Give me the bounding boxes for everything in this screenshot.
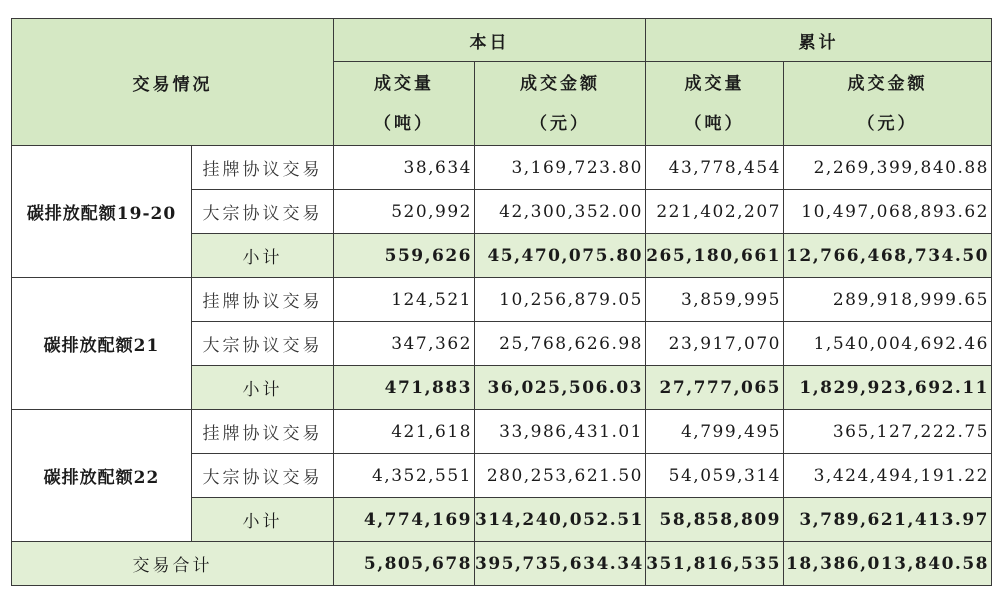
today-volume: 421,618 <box>334 410 475 454</box>
subtotal-cum-volume: 265,180,661 <box>646 234 784 278</box>
cum-volume: 3,859,995 <box>646 278 784 322</box>
total-cum-volume: 351,816,535 <box>646 542 784 586</box>
cum-volume: 23,917,070 <box>646 322 784 366</box>
header-cum-volume <box>646 62 784 146</box>
trade-type: 挂牌协议交易 <box>192 278 334 322</box>
today-volume: 347,362 <box>334 322 475 366</box>
header-volume-label: 成交量 <box>374 73 434 94</box>
subtotal-label: 小计 <box>192 366 334 410</box>
subtotal-today-volume: 4,774,169 <box>334 498 475 542</box>
cum-volume: 54,059,314 <box>646 454 784 498</box>
today-amount: 42,300,352.00 <box>475 190 646 234</box>
cum-amount: 3,424,494,191.22 <box>784 454 992 498</box>
cum-amount: 289,918,999.65 <box>784 278 992 322</box>
trade-type: 大宗协议交易 <box>192 454 334 498</box>
cum-volume: 221,402,207 <box>646 190 784 234</box>
subtotal-cum-volume: 27,777,065 <box>646 366 784 410</box>
today-amount: 33,986,431.01 <box>475 410 646 454</box>
header-volume-label: 成交量 <box>684 73 745 94</box>
subtotal-cum-volume: 58,858,809 <box>646 498 784 542</box>
header-volume-unit: （吨） <box>374 113 434 134</box>
today-volume: 38,634 <box>334 146 475 190</box>
table-row <box>12 278 992 322</box>
cum-amount: 2,269,399,840.88 <box>784 146 992 190</box>
table-row <box>12 146 992 190</box>
header-cum-amount <box>784 62 992 146</box>
trade-type: 挂牌协议交易 <box>192 146 334 190</box>
header-row-top <box>12 19 992 62</box>
trade-type: 大宗协议交易 <box>192 190 334 234</box>
header-today: 本日 <box>334 19 646 62</box>
header-corner: 交易情况 <box>12 19 334 146</box>
header-amount-label: 成交金额 <box>847 73 928 94</box>
subtotal-label: 小计 <box>192 498 334 542</box>
today-amount: 10,256,879.05 <box>475 278 646 322</box>
cum-volume: 4,799,495 <box>646 410 784 454</box>
total-row <box>12 542 992 586</box>
today-amount: 3,169,723.80 <box>475 146 646 190</box>
group-name: 碳排放配额22 <box>12 410 192 542</box>
header-today-amount <box>475 62 646 146</box>
total-today-volume: 5,805,678 <box>334 542 475 586</box>
subtotal-today-volume: 471,883 <box>334 366 475 410</box>
cum-amount: 10,497,068,893.62 <box>784 190 992 234</box>
today-volume: 124,521 <box>334 278 475 322</box>
header-amount-label: 成交金额 <box>520 73 600 94</box>
group-name: 碳排放配额21 <box>12 278 192 410</box>
subtotal-cum-amount: 3,789,621,413.97 <box>784 498 992 542</box>
trade-type: 挂牌协议交易 <box>192 410 334 454</box>
subtotal-today-amount: 314,240,052.51 <box>475 498 646 542</box>
trade-type: 大宗协议交易 <box>192 322 334 366</box>
subtotal-cum-amount: 12,766,468,734.50 <box>784 234 992 278</box>
cum-amount: 365,127,222.75 <box>784 410 992 454</box>
subtotal-today-amount: 45,470,075.80 <box>475 234 646 278</box>
subtotal-label: 小计 <box>192 234 334 278</box>
cum-amount: 1,540,004,692.46 <box>784 322 992 366</box>
subtotal-today-amount: 36,025,506.03 <box>475 366 646 410</box>
header-amount-unit: （元） <box>857 113 918 134</box>
cum-volume: 43,778,454 <box>646 146 784 190</box>
header-cumulative: 累计 <box>646 19 992 62</box>
trading-summary-table <box>11 18 992 586</box>
subtotal-cum-amount: 1,829,923,692.11 <box>784 366 992 410</box>
table-row <box>12 410 992 454</box>
header-amount-unit: （元） <box>530 113 590 134</box>
header-volume-unit: （吨） <box>684 113 745 134</box>
today-amount: 280,253,621.50 <box>475 454 646 498</box>
header-today-volume <box>334 62 475 146</box>
today-amount: 25,768,626.98 <box>475 322 646 366</box>
total-today-amount: 395,735,634.34 <box>475 542 646 586</box>
subtotal-today-volume: 559,626 <box>334 234 475 278</box>
today-volume: 4,352,551 <box>334 454 475 498</box>
group-name: 碳排放配额19-20 <box>12 146 192 278</box>
total-label: 交易合计 <box>12 542 334 586</box>
today-volume: 520,992 <box>334 190 475 234</box>
total-cum-amount: 18,386,013,840.58 <box>784 542 992 586</box>
